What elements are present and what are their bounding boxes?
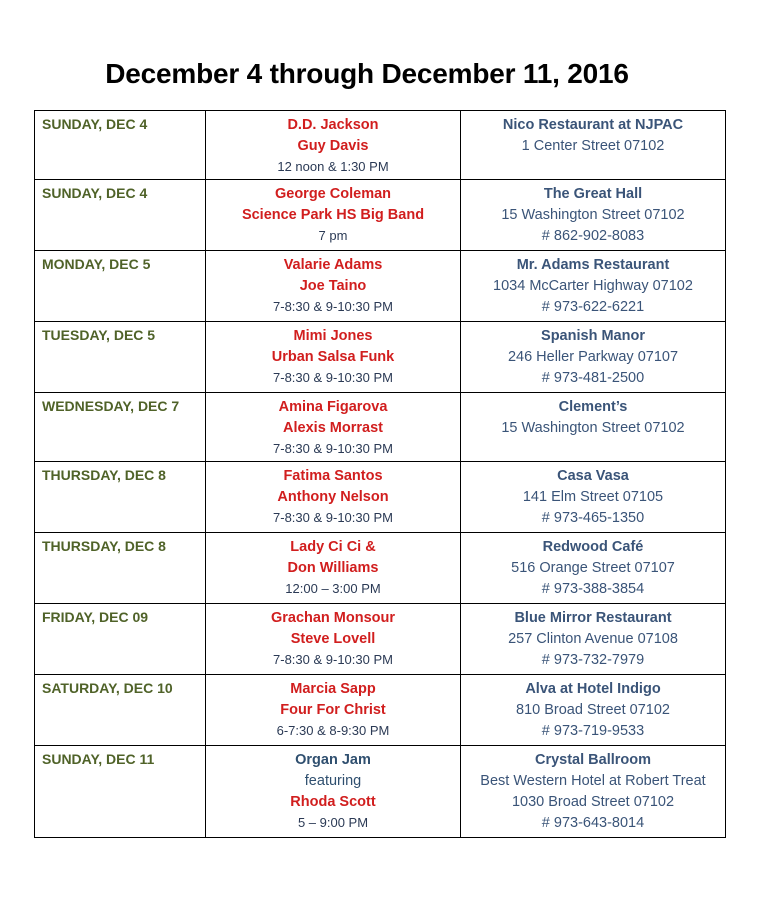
event-venue	[461, 393, 726, 462]
artist-name: Science Park HS Big Band	[241, 207, 425, 223]
event-row	[35, 322, 726, 393]
artist-name: Four For Christ	[280, 702, 386, 718]
event-venue	[461, 251, 726, 322]
artist-name: Marcia Sapp	[290, 681, 376, 697]
featuring-label: featuring	[304, 773, 362, 789]
artist-name: D.D. Jackson	[287, 117, 379, 133]
artist-name: Guy Davis	[297, 138, 369, 154]
event-date: SUNDAY, DEC 4	[35, 111, 206, 180]
venue-address: 1030 Broad Street 07102	[511, 794, 675, 810]
event-artists	[206, 533, 461, 604]
event-venue	[461, 322, 726, 393]
event-venue	[461, 533, 726, 604]
event-date: WEDNESDAY, DEC 7	[35, 393, 206, 462]
venue-phone: # 973-465-1350	[541, 510, 645, 526]
event-time: 5 – 9:00 PM	[297, 815, 369, 830]
event-time: 12 noon & 1:30 PM	[277, 159, 389, 174]
event-row	[35, 533, 726, 604]
venue-phone: # 973-622-6221	[541, 299, 645, 315]
artist-name: Lady Ci Ci &	[290, 539, 376, 555]
event-artists	[206, 111, 461, 180]
event-time: 6-7:30 & 8-9:30 PM	[276, 723, 390, 738]
event-venue	[461, 462, 726, 533]
event-venue	[461, 746, 726, 838]
venue-phone: # 973-719-9533	[541, 723, 645, 739]
artist-name: Rhoda Scott	[290, 794, 376, 810]
artist-name: Steve Lovell	[290, 631, 376, 647]
artist-name: Amina Figarova	[278, 399, 388, 415]
venue-address: 141 Elm Street 07105	[522, 489, 664, 505]
events-table	[34, 110, 726, 838]
venue-name: Redwood Café	[542, 539, 644, 555]
venue-address: 1 Center Street 07102	[521, 138, 665, 154]
venue-phone: # 973-481-2500	[541, 370, 645, 386]
artist-name: Joe Taino	[299, 278, 367, 294]
event-venue	[461, 604, 726, 675]
artist-name: Mimi Jones	[293, 328, 373, 344]
event-date: TUESDAY, DEC 5	[35, 322, 206, 393]
venue-phone: # 973-388-3854	[541, 581, 645, 597]
venue-address: 15 Washington Street 07102	[501, 207, 685, 223]
event-time: 7-8:30 & 9-10:30 PM	[273, 652, 393, 667]
artist-name: Grachan Monsour	[270, 610, 396, 626]
event-row	[35, 111, 726, 180]
artist-name: Don Williams	[287, 560, 379, 576]
page-title: December 4 through December 11, 2016	[105, 58, 629, 89]
venue-name: Alva at Hotel Indigo	[525, 681, 661, 697]
event-artists	[206, 180, 461, 251]
venue-name: Spanish Manor	[541, 328, 645, 344]
event-time: 7-8:30 & 9-10:30 PM	[273, 510, 393, 525]
event-date: SUNDAY, DEC 11	[35, 746, 206, 838]
venue-name: Blue Mirror Restaurant	[514, 610, 672, 626]
venue-phone: # 973-643-8014	[541, 815, 645, 831]
event-date: THURSDAY, DEC 8	[35, 533, 206, 604]
event-date: SATURDAY, DEC 10	[35, 675, 206, 746]
venue-address: 15 Washington Street 07102	[501, 420, 685, 436]
artist-name: Anthony Nelson	[277, 489, 389, 505]
venue-name: Casa Vasa	[557, 468, 629, 484]
event-row	[35, 251, 726, 322]
artist-name: Fatima Santos	[283, 468, 383, 484]
event-time: 7-8:30 & 9-10:30 PM	[273, 299, 393, 314]
venue-phone: # 862-902-8083	[541, 228, 645, 244]
event-row	[35, 180, 726, 251]
event-artists	[206, 393, 461, 462]
event-date: SUNDAY, DEC 4	[35, 180, 206, 251]
venue-address: 810 Broad Street 07102	[516, 702, 670, 718]
artist-name: Alexis Morrast	[283, 420, 383, 436]
artist-name: Valarie Adams	[283, 257, 383, 273]
event-time: 7 pm	[318, 228, 348, 243]
event-artists	[206, 322, 461, 393]
venue-address: 257 Clinton Avenue 07108	[508, 631, 678, 647]
artist-name: Urban Salsa Funk	[271, 349, 395, 365]
venue-address: 1034 McCarter Highway 07102	[493, 278, 693, 294]
event-date: THURSDAY, DEC 8	[35, 462, 206, 533]
event-artists	[206, 675, 461, 746]
venue-address: 246 Heller Parkway 07107	[507, 349, 679, 365]
events-table-body	[35, 111, 726, 838]
artist-name: George Coleman	[274, 186, 392, 202]
event-venue	[461, 675, 726, 746]
event-artists	[206, 462, 461, 533]
event-venue	[461, 111, 726, 180]
event-date: FRIDAY, DEC 09	[35, 604, 206, 675]
event-artists	[206, 604, 461, 675]
venue-address: Best Western Hotel at Robert Treat	[480, 773, 706, 789]
event-row	[35, 604, 726, 675]
venue-name: Crystal Ballroom	[534, 752, 652, 768]
event-time: 7-8:30 & 9-10:30 PM	[273, 441, 393, 456]
event-row	[35, 746, 726, 838]
event-row	[35, 462, 726, 533]
venue-name: Clement’s	[558, 399, 628, 415]
artist-name: Organ Jam	[295, 752, 371, 768]
venue-name: The Great Hall	[543, 186, 643, 202]
venue-name: Nico Restaurant at NJPAC	[502, 117, 684, 133]
event-venue	[461, 180, 726, 251]
event-row	[35, 393, 726, 462]
event-artists	[206, 746, 461, 838]
event-row	[35, 675, 726, 746]
event-date: MONDAY, DEC 5	[35, 251, 206, 322]
event-time: 12:00 – 3:00 PM	[285, 581, 381, 596]
venue-phone: # 973-732-7979	[541, 652, 645, 668]
event-time: 7-8:30 & 9-10:30 PM	[273, 370, 393, 385]
venue-address: 516 Orange Street 07107	[511, 560, 675, 576]
venue-name: Mr. Adams Restaurant	[516, 257, 670, 273]
event-artists	[206, 251, 461, 322]
